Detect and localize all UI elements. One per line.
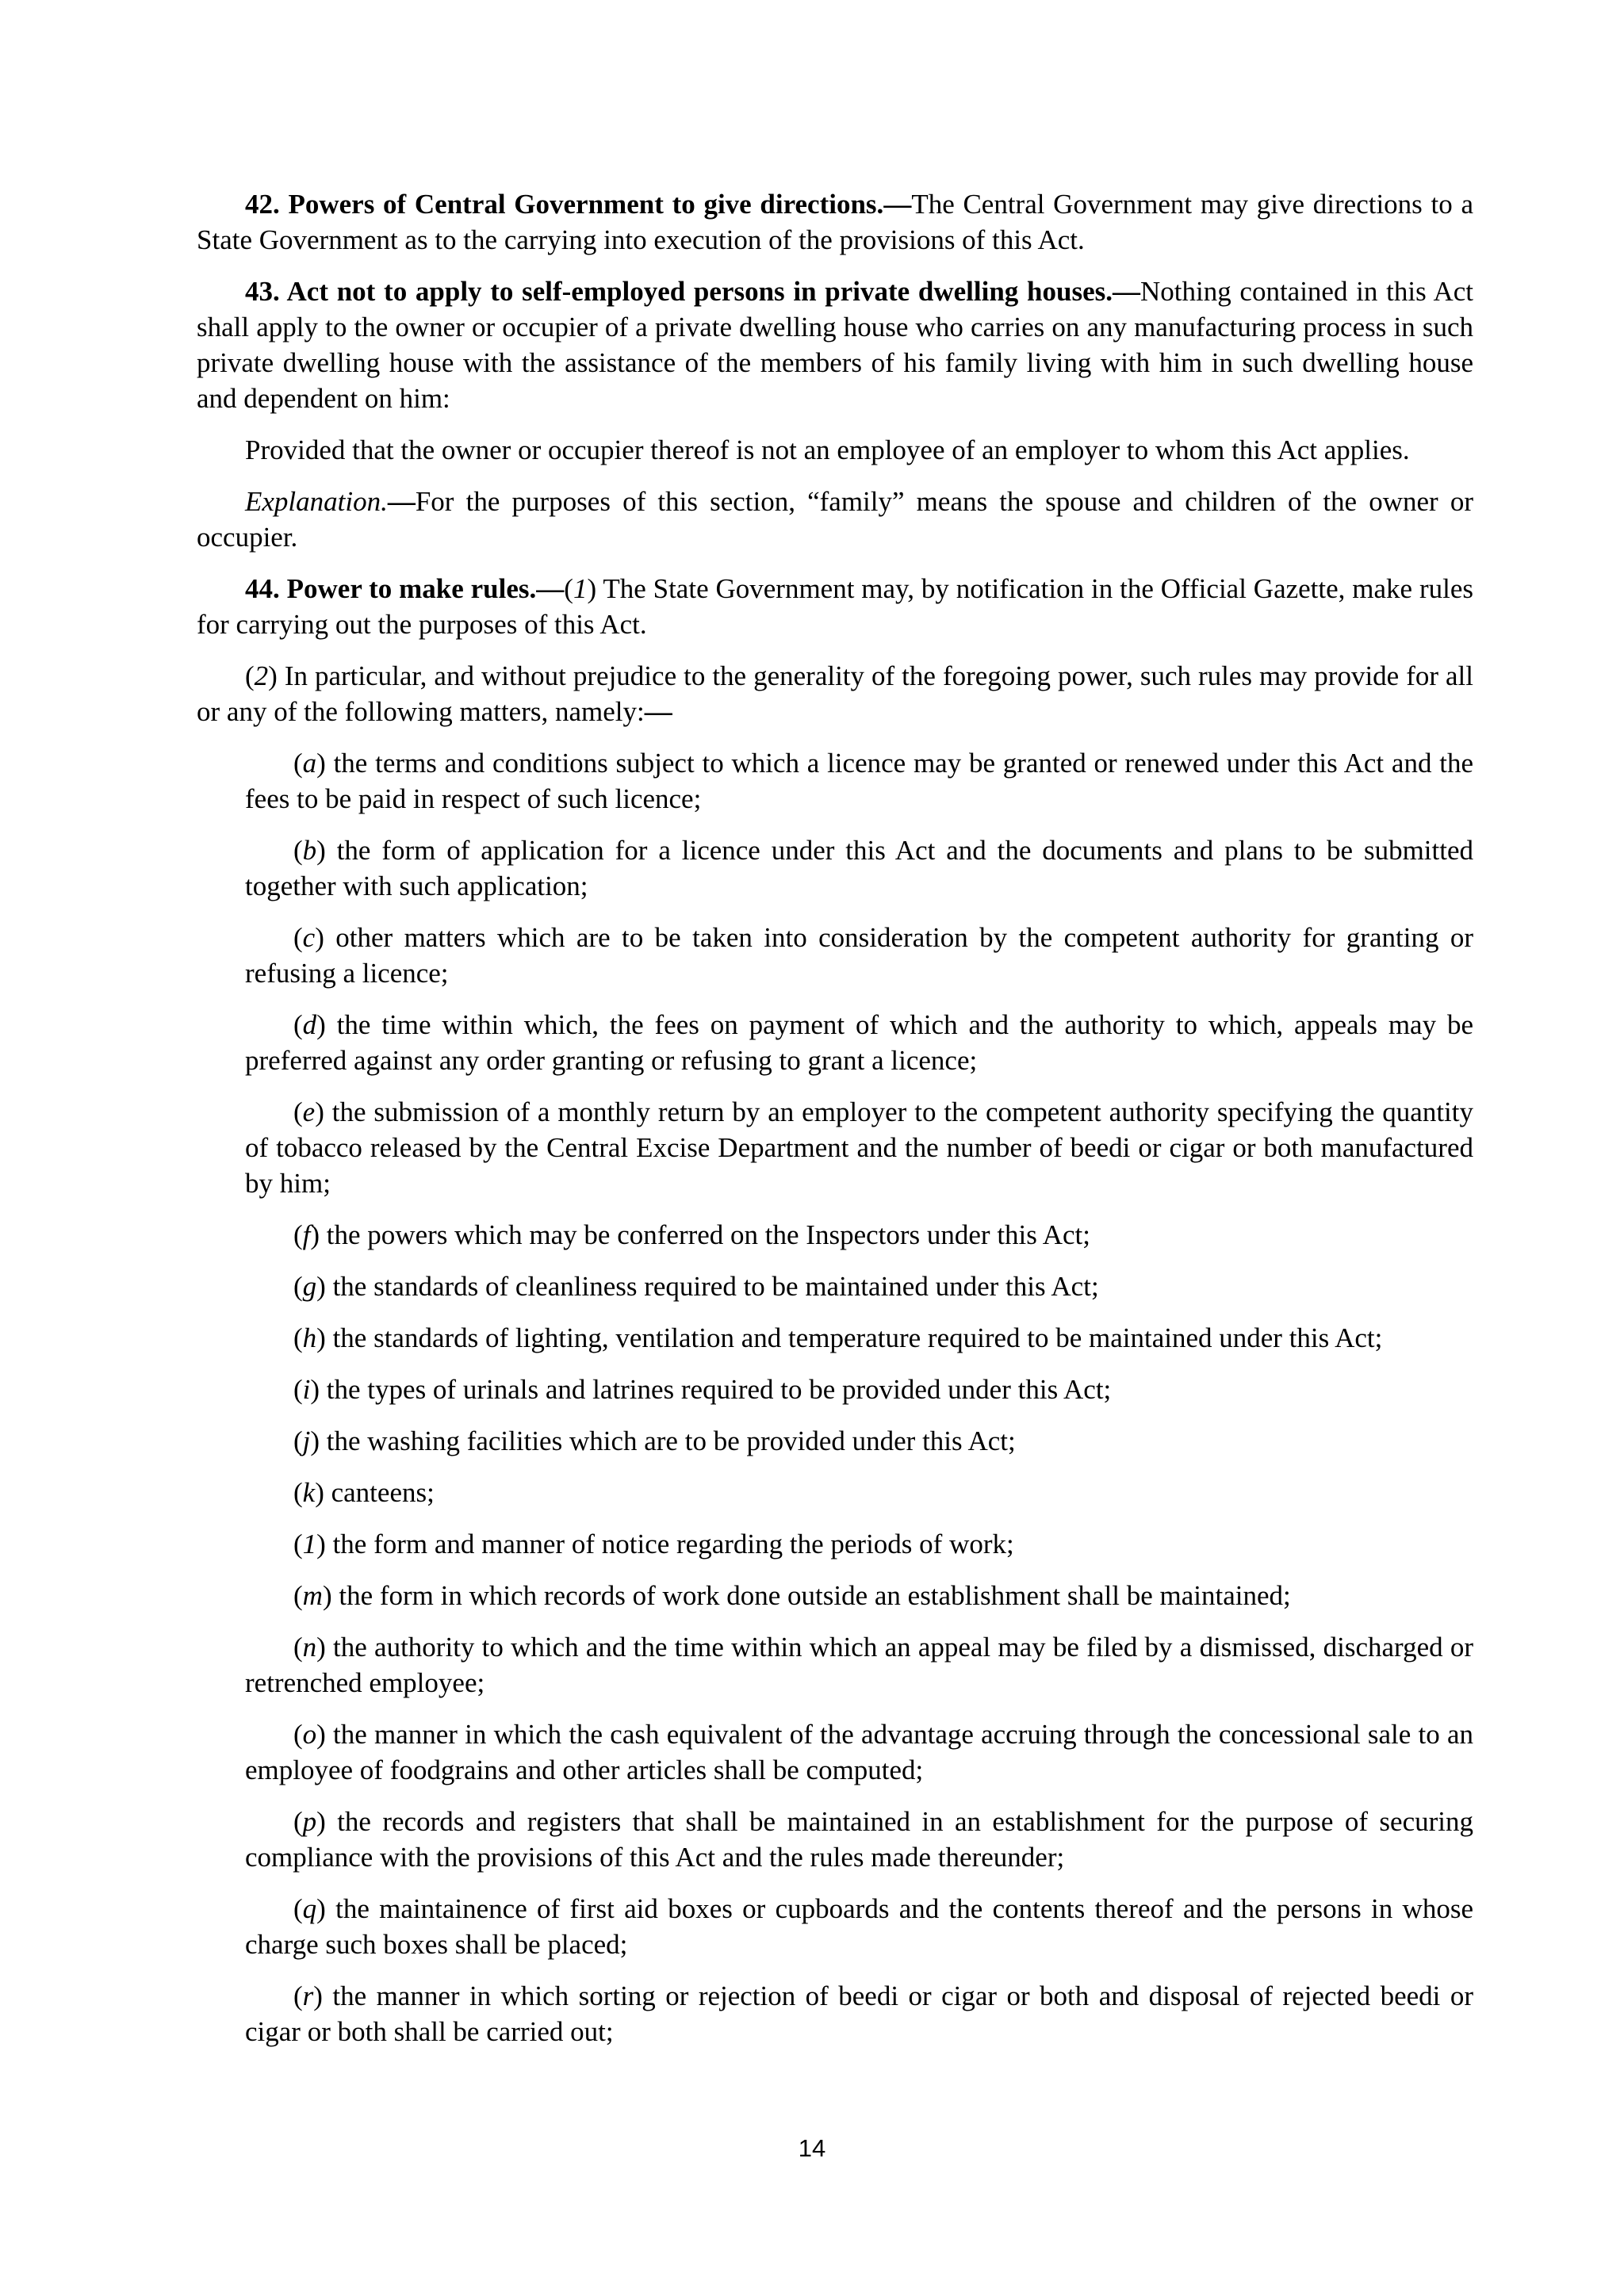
clause-item: [245, 1094, 1473, 1201]
clause-letter: b: [302, 835, 317, 866]
clause-open: (: [293, 1580, 303, 1611]
clause-text: canteens;: [324, 1477, 435, 1508]
sub-2-close: ): [268, 660, 278, 691]
section-43-proviso: Provided that the owner or occupier thereof is not an employee of an employer to whom this Act applies.: [245, 434, 1410, 465]
section-44-sub-2: [197, 658, 1473, 729]
clause-close: ): [315, 922, 324, 953]
clause-letter: h: [302, 1322, 317, 1353]
clause-item: [245, 1269, 1473, 1304]
page-number: 14: [798, 2134, 826, 2162]
section-43-heading: 43. Act not to apply to self-employed persons in private dwelling houses.: [245, 276, 1113, 307]
clause-text: the manner in which sorting or rejection of beedi or cigar or both and disposal of rejected beedi or cigar or both shall be carried out;: [245, 1980, 1473, 2047]
section-44-heading: 44. Power to make rules.: [245, 573, 537, 604]
clause-letter: 1: [302, 1529, 317, 1559]
sub-1-number: 1: [573, 573, 588, 604]
clause-close: ): [315, 1096, 324, 1127]
clause-close: ): [316, 1271, 326, 1302]
clause-text: the manner in which the cash equivalent of the advantage accruing through the concessional sale to an employee of foodgrains and other articles shall be computed;: [245, 1719, 1473, 1785]
clause-letter: m: [302, 1580, 323, 1611]
clause-close: ): [316, 1719, 326, 1750]
clause-text: the form and manner of notice regarding the periods of work;: [325, 1529, 1014, 1559]
clause-close: ): [316, 1632, 326, 1663]
clause-close: ): [322, 1580, 332, 1611]
clause-text: the form in which records of work done outside an establishment shall be maintained;: [331, 1580, 1291, 1611]
clause-open: (: [293, 1009, 303, 1040]
clause-open: (: [293, 1529, 303, 1559]
clause-open: (: [293, 922, 303, 953]
section-44-sub-1: [197, 571, 1473, 642]
section-43-explanation: [197, 484, 1473, 555]
clause-text: the authority to which and the time within which an appeal may be filed by a dismissed, discharged or retrenched employee;: [245, 1632, 1473, 1698]
clause-open: (: [293, 1632, 303, 1663]
clause-item: [245, 1526, 1473, 1562]
section-42: [197, 186, 1473, 258]
clause-close: ): [316, 1806, 326, 1837]
clause-letter: i: [302, 1374, 311, 1405]
clause-open: (: [293, 1374, 303, 1405]
clause-text: the records and registers that shall be maintained in an establishment for the purpose of securing compliance with the provisions of this Act and the rules made thereunder;: [245, 1806, 1473, 1873]
clause-text: other matters which are to be taken into consideration by the competent authority for granting or refusing a licence;: [245, 922, 1473, 989]
clause-text: the maintainence of first aid boxes or cupboards and the contents thereof and the persons in whose charge such boxes shall be placed;: [245, 1893, 1473, 1960]
clause-item: [245, 1804, 1473, 1875]
section-42-dash: —: [883, 189, 912, 220]
sub-2-number: 2: [254, 660, 269, 691]
clause-letter: c: [302, 922, 316, 953]
clause-item: [245, 745, 1473, 817]
clause-letter: g: [302, 1271, 317, 1302]
clause-close: ): [316, 1322, 326, 1353]
clause-open: (: [293, 1980, 303, 2011]
clause-close: ): [310, 1425, 320, 1456]
clause-letter: f: [302, 1219, 311, 1250]
clause-letter: k: [302, 1477, 316, 1508]
clause-item: [245, 920, 1473, 991]
clause-item: [245, 1372, 1473, 1407]
clause-text: the form of application for a licence under this Act and the documents and plans to be submitted together with such application;: [245, 835, 1473, 901]
clause-item: [245, 1578, 1473, 1613]
clause-letter: e: [302, 1096, 316, 1127]
clause-close: ): [310, 1219, 320, 1250]
clause-close: ): [315, 1477, 324, 1508]
clause-close: ): [310, 1374, 320, 1405]
clause-list: [197, 745, 1473, 2049]
clause-letter: q: [302, 1893, 317, 1924]
clause-close: ): [316, 748, 326, 779]
clause-item: [245, 1217, 1473, 1253]
clause-item: [245, 1629, 1473, 1701]
clause-item: [245, 832, 1473, 904]
sub-2-dash: —: [644, 696, 672, 727]
clause-letter: p: [302, 1806, 317, 1837]
clause-open: (: [293, 1219, 303, 1250]
clause-open: (: [293, 1271, 303, 1302]
section-44-dash: —: [536, 573, 565, 604]
explanation-dash: —: [387, 486, 416, 517]
clause-text: the washing facilities which are to be provided under this Act;: [320, 1425, 1016, 1456]
sub-1-text: The State Government may, by notification in the Official Gazette, make rules for carrying out the purposes of this Act.: [197, 573, 1473, 640]
clause-open: (: [293, 1719, 303, 1750]
sub-2-text: In particular, and without prejudice to the generality of the foregoing power, such rules may provide for all or any of the following matters, namely:: [197, 660, 1473, 727]
clause-letter: a: [302, 748, 317, 779]
clause-open: (: [293, 1096, 303, 1127]
clause-open: (: [293, 1893, 303, 1924]
clause-close: ): [316, 835, 326, 866]
clause-item: [245, 1475, 1473, 1510]
clause-close: ): [313, 1980, 323, 2011]
clause-item: [245, 1007, 1473, 1078]
section-43: [197, 274, 1473, 416]
clause-open: (: [293, 1425, 303, 1456]
explanation-text: For the purposes of this section, “family” means the spouse and children of the owner or occupier.: [197, 486, 1473, 553]
sub-1-open: (: [564, 573, 573, 604]
clause-close: ): [316, 1529, 326, 1559]
clause-item: [245, 1423, 1473, 1459]
clause-item: [245, 1891, 1473, 1962]
section-42-text: The Central Government may give directions to a State Government as to the carrying into execution of the provisions of this Act.: [197, 189, 1473, 255]
clause-letter: o: [302, 1719, 317, 1750]
clause-open: (: [293, 1477, 303, 1508]
clause-text: the types of urinals and latrines required to be provided under this Act;: [320, 1374, 1112, 1405]
clause-text: the submission of a monthly return by an employer to the competent authority specifying the quantity of tobacco released by the Central Excise Department and the number of beedi or cigar or both manufactured by him;: [245, 1096, 1473, 1199]
clause-text: the time within which, the fees on payment of which and the authority to which, appeals may be preferred against any order granting or refusing to grant a licence;: [245, 1009, 1473, 1076]
explanation-label: Explanation.: [245, 486, 388, 517]
clause-text: the powers which may be conferred on the Inspectors under this Act;: [320, 1219, 1090, 1250]
clause-open: (: [293, 1322, 303, 1353]
section-42-heading: 42. Powers of Central Government to give directions.: [245, 189, 884, 220]
clause-item: [245, 1978, 1473, 2049]
clause-open: (: [293, 1806, 303, 1837]
clause-item: [245, 1716, 1473, 1788]
clause-text: the terms and conditions subject to which a licence may be granted or renewed under this Act and the fees to be paid in respect of such licence;: [245, 748, 1473, 814]
clause-close: ): [316, 1009, 326, 1040]
section-43-text: Nothing contained in this Act shall apply to the owner or occupier of a private dwelling house who carries on any manufacturing process in such private dwelling house with the assistance of the members of his family living with him in such dwelling house and dependent on him:: [197, 276, 1473, 414]
clause-letter: r: [302, 1980, 314, 2011]
clause-open: (: [293, 748, 303, 779]
clause-open: (: [293, 835, 303, 866]
clause-letter: j: [302, 1425, 311, 1456]
sub-2-open: (: [245, 660, 255, 691]
section-43-dash: —: [1112, 276, 1140, 307]
clause-letter: d: [302, 1009, 317, 1040]
clause-text: the standards of cleanliness required to be maintained under this Act;: [325, 1271, 1099, 1302]
clause-item: [245, 1320, 1473, 1356]
clause-letter: n: [302, 1632, 317, 1663]
clause-close: ): [316, 1893, 326, 1924]
sub-1-close: ): [587, 573, 597, 604]
clause-text: the standards of lighting, ventilation and temperature required to be maintained under this Act;: [325, 1322, 1383, 1353]
